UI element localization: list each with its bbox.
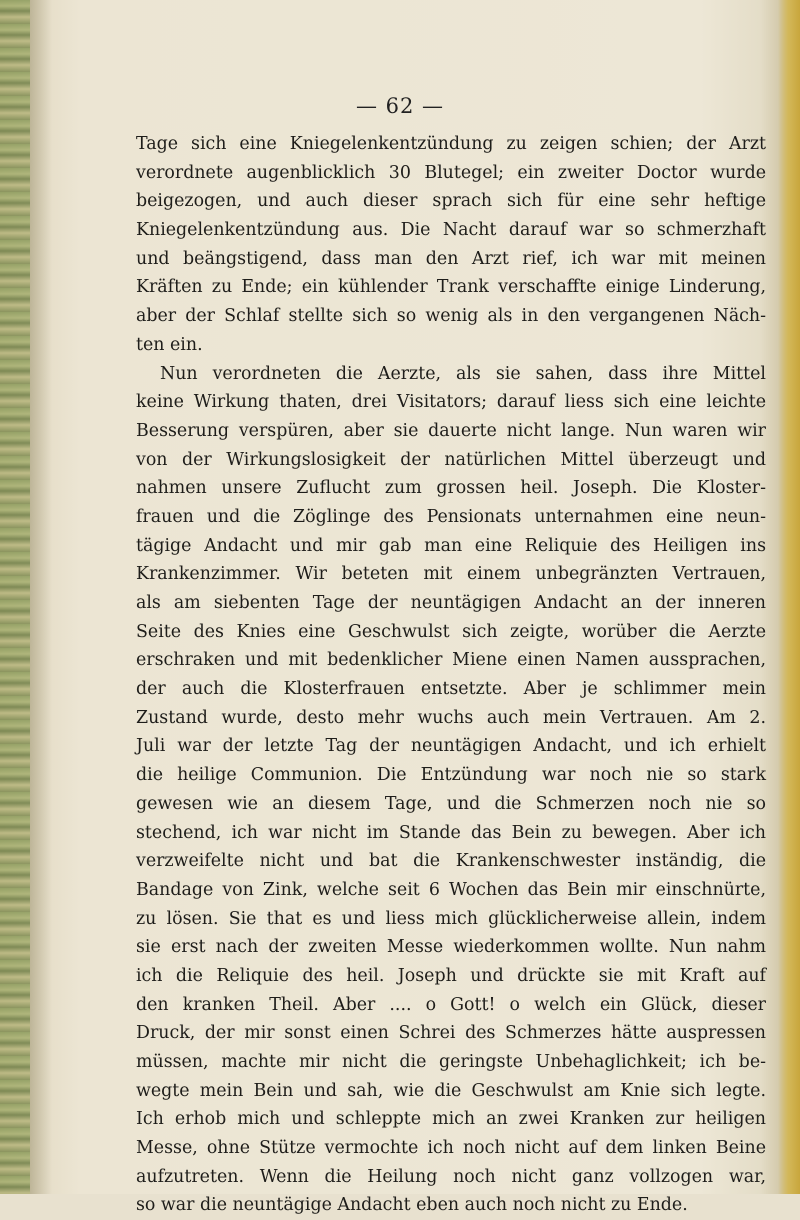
- text-line: ten ein.: [136, 331, 766, 360]
- text-line: Kniegelenkentzündung aus. Die Nacht darauf war so schmerzhaft: [136, 216, 766, 245]
- body-text: [136, 130, 766, 1220]
- text-line: keine Wirkung thaten, drei Visitators; darauf liess sich eine leichte: [136, 388, 766, 417]
- text-line: müssen, machte mir nicht die geringste Unbehaglichkeit; ich be-: [136, 1048, 766, 1077]
- text-line: der auch die Klosterfrauen entsetzte. Aber je schlimmer mein: [136, 675, 766, 704]
- text-line: Besserung verspüren, aber sie dauerte nicht lange. Nun waren wir: [136, 417, 766, 446]
- page-number: — 62 —: [0, 94, 800, 118]
- text-line: und beängstigend, dass man den Arzt rief, ich war mit meinen: [136, 245, 766, 274]
- text-line: Seite des Knies eine Geschwulst sich zeigte, worüber die Aerzte: [136, 618, 766, 647]
- text-line: nahmen unsere Zuflucht zum grossen heil. Joseph. Die Kloster-: [136, 474, 766, 503]
- text-line: Bandage von Zink, welche seit 6 Wochen das Bein mir einschnürte,: [136, 876, 766, 905]
- text-line: so war die neuntägige Andacht eben auch noch nicht zu Ende.: [136, 1191, 766, 1220]
- book-binding-left: [0, 0, 30, 1194]
- text-line: stechend, ich war nicht im Stande das Bein zu bewegen. Aber ich: [136, 819, 766, 848]
- text-line: Messe, ohne Stütze vermochte ich noch nicht auf dem linken Beine: [136, 1134, 766, 1163]
- text-line: frauen und die Zöglinge des Pensionats unternahmen eine neun-: [136, 503, 766, 532]
- text-line: aber der Schlaf stellte sich so wenig als in den vergangenen Näch-: [136, 302, 766, 331]
- text-line: erschraken und mit bedenklicher Miene einen Namen aussprachen,: [136, 646, 766, 675]
- text-line: verzweifelte nicht und bat die Krankenschwester inständig, die: [136, 847, 766, 876]
- text-line: Ich erhob mich und schleppte mich an zwei Kranken zur heiligen: [136, 1105, 766, 1134]
- text-line: zu lösen. Sie that es und liess mich glücklicherweise allein, indem: [136, 905, 766, 934]
- page-edge-right: [778, 0, 800, 1194]
- text-line: wegte mein Bein und sah, wie die Geschwulst am Knie sich legte.: [136, 1077, 766, 1106]
- text-line: als am siebenten Tage der neuntägigen Andacht an der inneren: [136, 589, 766, 618]
- text-line: ich die Reliquie des heil. Joseph und drückte sie mit Kraft auf: [136, 962, 766, 991]
- paragraph-1: [136, 130, 766, 360]
- text-line: Tage sich eine Kniegelenkentzündung zu zeigen schien; der Arzt: [136, 130, 766, 159]
- text-line: Juli war der letzte Tag der neuntägigen Andacht, und ich erhielt: [136, 732, 766, 761]
- text-line: von der Wirkungslosigkeit der natürlichen Mittel überzeugt und: [136, 446, 766, 475]
- text-line: beigezogen, und auch dieser sprach sich für eine sehr heftige: [136, 187, 766, 216]
- gutter-shadow: [30, 0, 52, 1194]
- text-line: Druck, der mir sonst einen Schrei des Schmerzes hätte auspressen: [136, 1019, 766, 1048]
- text-line: Nun verordneten die Aerzte, als sie sahen, dass ihre Mittel: [136, 360, 766, 389]
- text-line: Zustand wurde, desto mehr wuchs auch mein Vertrauen. Am 2.: [136, 704, 766, 733]
- text-line: tägige Andacht und mir gab man eine Reliquie des Heiligen ins: [136, 532, 766, 561]
- text-line: gewesen wie an diesem Tage, und die Schmerzen noch nie so: [136, 790, 766, 819]
- text-line: die heilige Communion. Die Entzündung war noch nie so stark: [136, 761, 766, 790]
- text-line: verordnete augenblicklich 30 Blutegel; ein zweiter Doctor wurde: [136, 159, 766, 188]
- text-line: Krankenzimmer. Wir beteten mit einem unbegränzten Vertrauen,: [136, 560, 766, 589]
- text-line: Kräften zu Ende; ein kühlender Trank verschaffte einige Linderung,: [136, 273, 766, 302]
- paragraph-2: [136, 360, 766, 1220]
- text-line: aufzutreten. Wenn die Heilung noch nicht ganz vollzogen war,: [136, 1163, 766, 1192]
- text-line: den kranken Theil. Aber .... o Gott! o welch ein Glück, dieser: [136, 991, 766, 1020]
- text-line: sie erst nach der zweiten Messe wiederkommen wollte. Nun nahm: [136, 933, 766, 962]
